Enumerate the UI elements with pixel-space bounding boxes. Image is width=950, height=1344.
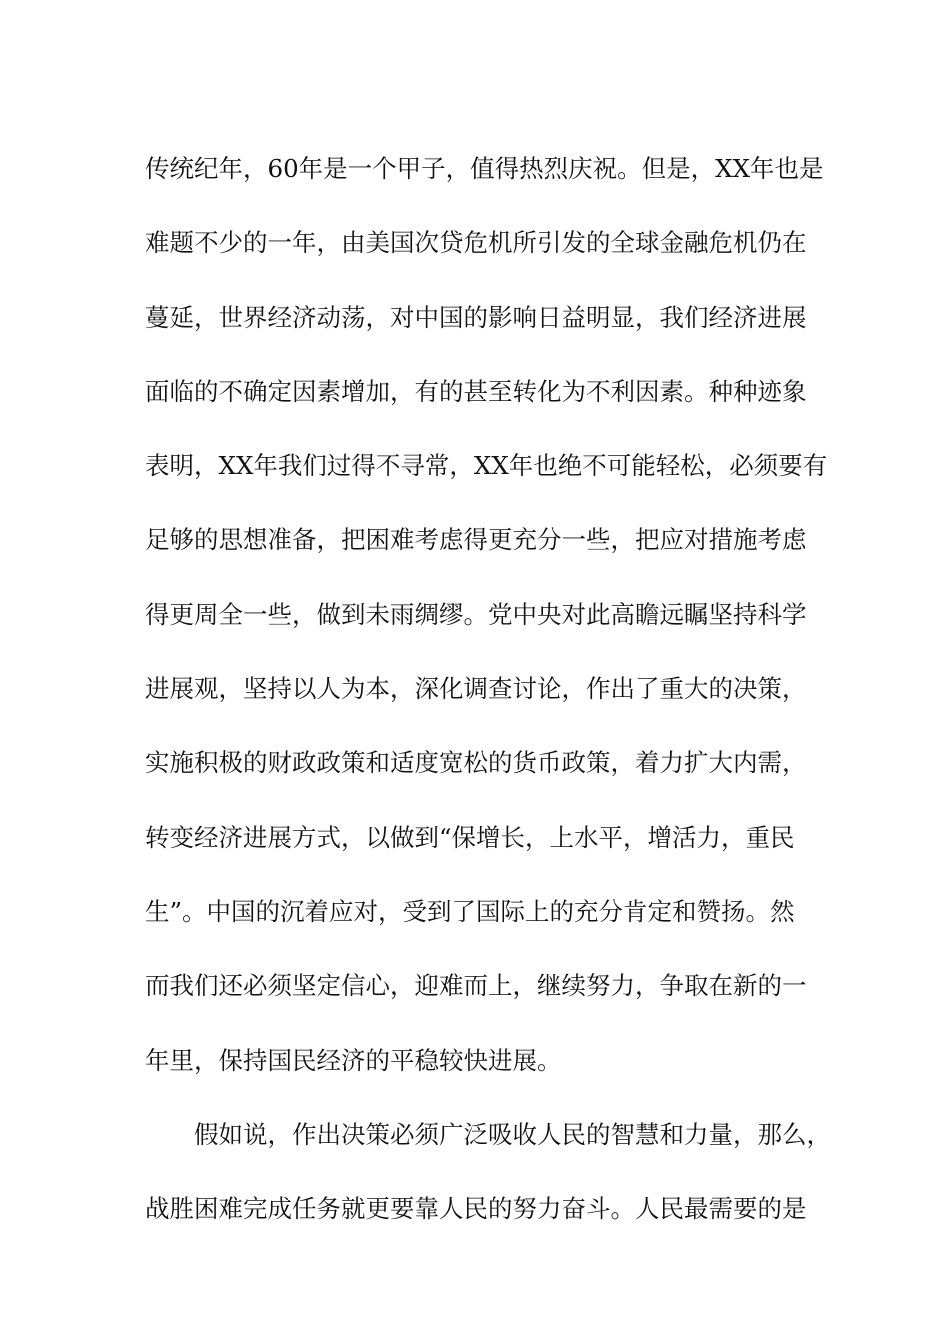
text-line: 难题不少的一年，由美国次贷危机所引发的全球金融危机仍在 <box>145 228 807 258</box>
text-line: 足够的思想准备，把困难考虑得更充分一些，把应对措施考虑 <box>145 525 807 555</box>
text-line: 实施积极的财政政策和适度宽松的货币政策，着力扩大内需， <box>145 748 807 778</box>
text-line: 战胜困难完成任务就更要靠人民的努力奋斗。人民最需要的是 <box>145 1194 807 1224</box>
text-line: 生”。中国的沉着应对，受到了国际上的充分肯定和赞扬。然 <box>145 896 795 926</box>
text-line: 表明，XX年我们过得不寻常，XX年也绝不可能轻松，必须要有 <box>145 451 828 481</box>
body-text <box>145 132 831 1246</box>
text-line: 而我们还必须坚定信心，迎难而上，继续努力，争取在新的一 <box>145 971 807 1001</box>
text-line: 进展观，坚持以人为本，深化调查讨论，作出了重大的决策， <box>145 674 807 704</box>
text-line: 年里，保持国民经济的平稳较快进展。 <box>145 1045 562 1075</box>
text-line: 转变经济进展方式，以做到“保增长，上水平，增活力，重民 <box>145 822 795 852</box>
text-line: 传统纪年，60年是一个甲子，值得热烈庆祝。但是，XX年也是 <box>145 154 824 183</box>
text-line: 面临的不确定因素增加，有的甚至转化为不利因素。种种迹象 <box>145 376 807 406</box>
text-line: 得更周全一些，做到未雨绸缪。党中央对此高瞻远瞩坚持科学 <box>145 599 807 629</box>
text-line: 蔓延，世界经济动荡，对中国的影响日益明显，我们经济进展 <box>145 302 807 332</box>
paragraph-first-line: 假如说，作出决策必须广泛吸收人民的智慧和力量，那么， <box>194 1119 831 1149</box>
